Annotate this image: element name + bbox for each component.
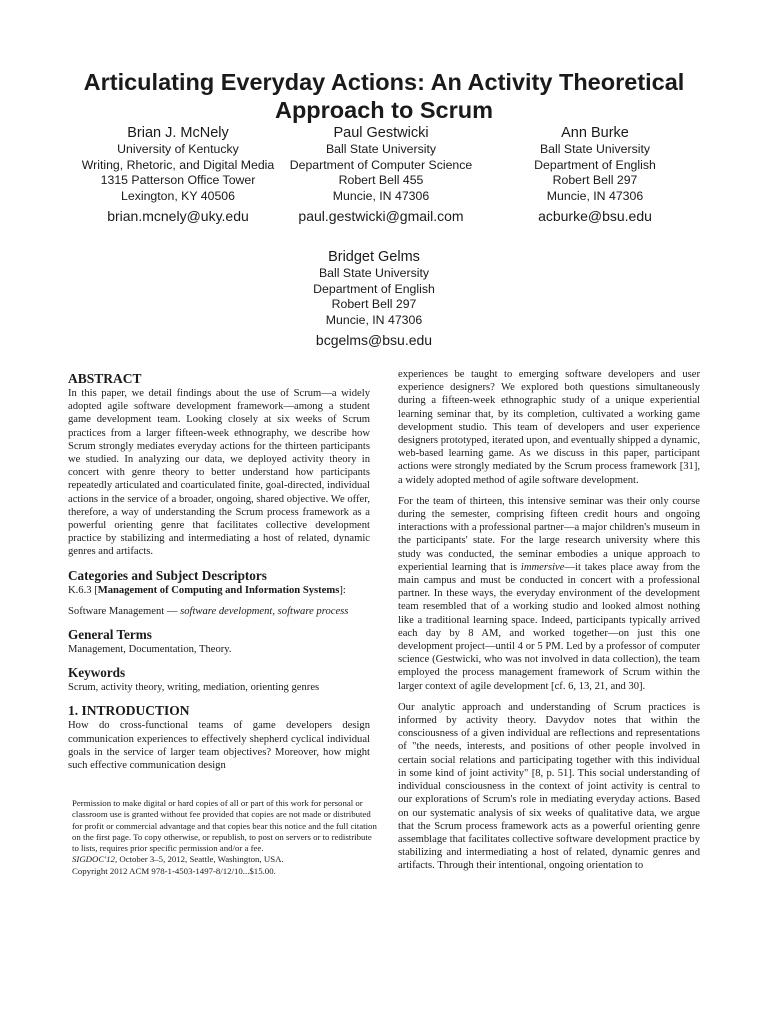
category-code: K.6.3 [ [68, 584, 98, 596]
general-terms-heading: General Terms [68, 627, 152, 643]
author-city: Muncie, IN 47306 [546, 188, 644, 203]
keywords-text: Scrum, activity theory, writing, mediation, orienting genres [68, 682, 320, 694]
paragraph-text: For the team of thirteen, this intensive seminar was their only course during the semester, comprising fifteen credit hours and ongoing interactions with a professional partner—a major children's museum in the participants' state. For the large research university where this study was conducted, the seminar embodies a unique approach to experiential learning that is [398, 495, 700, 573]
body-paragraph: Our analytic approach and understanding of Scrum practices is informed by activity theory. Davydov notes that within the consciousness of a given individual are reflections and representations of "the needs, interests, and positions of other people involved in certain social relations and participating together with this individual in some kind of joint activity" [8, p. 51]. This social understanding of individual consciousness in the context of joint activity is central to our explorations of Scrum's role in mediating everyday actions. Based on our systematic analysis of six weeks of qualitative data, we argue that the Scrum process framework acts as a powerful orienting genre assemblage that facilitates collective software development practice by stabilizing and intermediating a host of related, dynamic genres and artifacts. Through their intentional, ongoing orientation to [398, 701, 700, 872]
author-department: Department of English [313, 281, 435, 296]
copyright-notice [72, 798, 377, 877]
abstract-heading: ABSTRACT [68, 371, 142, 386]
paper-title: Articulating Everyday Actions: An Activity Theoretical Approach to Scrum [83, 69, 685, 123]
author-department: Writing, Rhetoric, and Digital Media [81, 157, 275, 172]
body-paragraph: experiences be taught to emerging software developers and user experience designers? We explored both questions simultaneously during a fifteen-week ethnographic study of a unique experiential learning seminar that, by its completion, cultivated a working game development studio. This team of developers and user experience designers prototyped, iterated upon, and eventually shipped a dynamic, web-based learning game. As we discuss in this paper, participant actions were strongly mediated by the Scrum process framework [31], a widely adopted method of agile software development. [398, 369, 700, 486]
author-name: Brian J. McNely [127, 125, 229, 141]
emphasis-text: immersive [520, 561, 565, 573]
categories-heading: Categories and Subject Descriptors [68, 567, 267, 583]
author-name: Ann Burke [561, 125, 629, 141]
author-department: Department of Computer Science [289, 157, 473, 172]
abstract-text: In this paper, we detail findings about the use of Scrum—a widely adopted agile software development framework—among a student game development team. Looking closely at six weeks of Scrum practices from a larger fifteen-week ethnography, we describe how Scrum strongly mediates everyday actions for the thirteen participants we studied. In analyzing our data, we deployed activity theory in concert with genre theory to better understand how participants repeatedly articulated and coarticulated finite, goal-directed, individual actions in the service of a broader, ongoing, shared objective. We offer, therefore, a way of understanding the Scrum process framework as a powerful orienting genre that facilitates collective development practice by stabilizing and intermediating a host of related, dynamic genres and artifacts. [68, 388, 370, 558]
subcategory-label: Software Management — [68, 605, 181, 617]
author-email[interactable]: paul.gestwicki@gmail.com [298, 208, 464, 225]
author-email[interactable]: acburke@bsu.edu [538, 208, 652, 225]
copyright-line: Copyright 2012 ACM 978-1-4503-1497-8/12/10...$15.00. [72, 865, 276, 876]
left-column [68, 370, 370, 780]
introduction-heading: 1. INTRODUCTION [68, 703, 190, 719]
author-block [254, 248, 494, 349]
category-end: ]: [339, 584, 346, 596]
author-affiliation: Ball State University [539, 142, 651, 156]
keywords-heading: Keywords [68, 665, 126, 681]
right-column [398, 368, 700, 881]
introduction-text: How do cross-functional teams of game developers design communication experiences to effectively shepherd cyclical individual goals in the service of larger team objectives? Moreover, how might such effective communication design [68, 720, 370, 772]
author-email[interactable]: bcgelms@bsu.edu [315, 332, 433, 349]
author-address: 1315 Patterson Office Tower [100, 173, 256, 188]
general-terms-text: Management, Documentation, Theory. [68, 644, 232, 656]
author-department: Department of English [534, 157, 656, 172]
author-address: Robert Bell 297 [552, 173, 638, 188]
author-name: Paul Gestwicki [333, 125, 429, 141]
venue-details: , October 3–5, 2012, Seattle, Washington, USA. [114, 854, 284, 865]
body-paragraph [398, 495, 700, 693]
author-city: Lexington, KY 40506 [121, 188, 235, 203]
author-email[interactable]: brian.mcnely@uky.edu [107, 208, 249, 225]
author-affiliation: Ball State University [318, 266, 430, 280]
author-block [475, 124, 715, 225]
categories-subline [68, 605, 370, 618]
paragraph-text: —it takes place away from the main campus and must be conducted in concert with a professional partner. In these ways, the everyday environment of the development team resembled that of a working studio and looked almost nothing like a traditional learning space. Indeed, participants typically arrived each day by 8 AM, and worked together—on just this one development project—until 4 or 5 PM. Led by a professor of computer science (Gestwicki, who was not involved in data collection), the team employed the process management framework of Scrum within the larger context of agile development [cf. 6, 13, 21, and 30]. [398, 561, 700, 692]
author-affiliation: Ball State University [325, 142, 437, 156]
author-city: Muncie, IN 47306 [332, 188, 430, 203]
author-address: Robert Bell 297 [331, 297, 417, 312]
categories-line [68, 584, 370, 597]
permission-text: Permission to make digital or hard copies of all or part of this work for personal or classroom use is granted without fee provided that copies are not made or distributed for profit or commercial advantage and that copies bear this notice and the full citation on the first page. To copy otherwise, or republish, to post on servers or to redistribute to lists, requires prior specific permission and/or a fee. [72, 798, 377, 854]
author-affiliation: University of Kentucky [117, 142, 239, 156]
author-block [261, 124, 501, 225]
category-name: Management of Computing and Information Systems [97, 584, 340, 596]
conference-venue [72, 854, 377, 865]
venue-name: SIGDOC'12 [72, 854, 115, 865]
author-address: Robert Bell 455 [338, 173, 424, 188]
author-city: Muncie, IN 47306 [325, 312, 423, 327]
author-name: Bridget Gelms [328, 249, 420, 265]
subcategory-terms: software development, software process [180, 605, 349, 617]
